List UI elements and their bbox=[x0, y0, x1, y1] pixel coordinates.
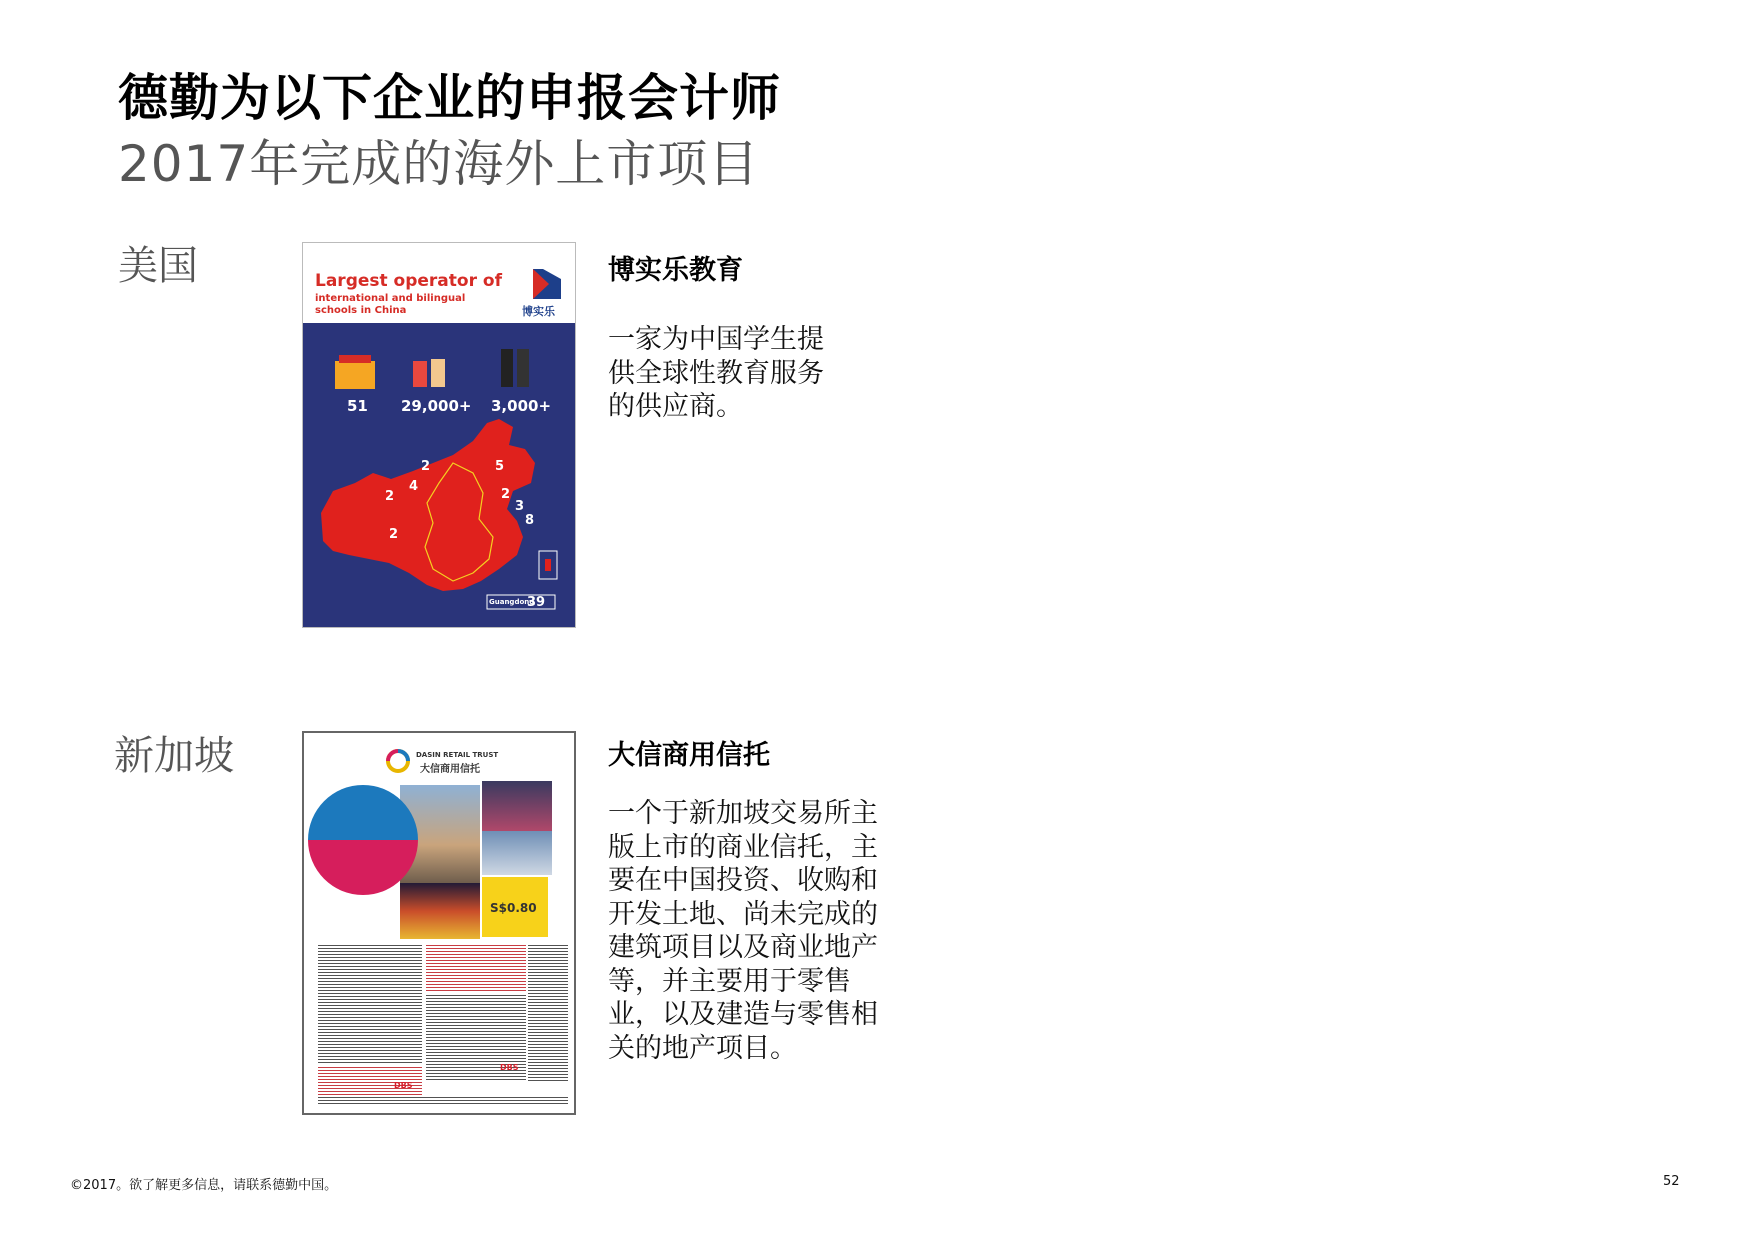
dasin-logo-icon bbox=[386, 749, 410, 773]
map-number: 2 bbox=[501, 487, 511, 502]
prospectus-highlight-block bbox=[426, 945, 526, 993]
prospectus-text-block bbox=[318, 945, 422, 1065]
map-number: 5 bbox=[495, 459, 505, 474]
map-number: 2 bbox=[421, 459, 431, 474]
map-number: 4 bbox=[409, 479, 419, 494]
mall-photo bbox=[482, 781, 552, 831]
company-description-bright-scholar bbox=[608, 323, 824, 424]
page-title: 德勤为以下企业的申报会计师 bbox=[118, 69, 781, 127]
page-subtitle: 2017年完成的海外上市项目 bbox=[118, 135, 760, 193]
description-line: 等，并主要用于零售 bbox=[608, 965, 851, 997]
stat-teachers: 3,000+ bbox=[491, 397, 552, 415]
description-line: 建筑项目以及商业地产 bbox=[608, 932, 878, 963]
company-name-bright-scholar: 博实乐教育 bbox=[608, 255, 743, 286]
bank-logo: DBS bbox=[500, 1063, 519, 1072]
poster-logo-text: DASIN RETAIL TRUST bbox=[416, 751, 499, 759]
description-line: 的供应商。 bbox=[608, 391, 743, 422]
prospectus-footnote bbox=[318, 1097, 568, 1105]
stat-students: 29,000+ bbox=[401, 397, 472, 415]
map-number: 39 bbox=[527, 595, 546, 610]
company-description-dasin bbox=[608, 797, 878, 1065]
mall-photo bbox=[482, 831, 552, 875]
description-line: 版上市的商业信托，主 bbox=[608, 831, 878, 863]
stat-schools: 51 bbox=[347, 397, 368, 415]
bank-logo: DBS bbox=[394, 1081, 413, 1090]
china-map-graphic bbox=[303, 323, 575, 628]
description-line: 一个于新加坡交易所主 bbox=[608, 798, 878, 829]
map-region-label: Guangdong bbox=[489, 598, 535, 606]
logo-text: 博实乐 bbox=[522, 305, 555, 318]
company-poster-dasin bbox=[302, 731, 576, 1115]
offering-price: S$0.80 bbox=[490, 901, 537, 915]
description-line: 供全球性教育服务 bbox=[608, 357, 824, 389]
poster-header bbox=[303, 243, 575, 321]
company-poster-bright-scholar bbox=[302, 242, 576, 628]
region-label-us: 美国 bbox=[118, 243, 198, 289]
footer-copyright: ©2017。欲了解更多信息，请联系德勤中国。 bbox=[70, 1178, 338, 1193]
poster-body bbox=[303, 323, 575, 628]
description-line: 业，以及建造与零售相 bbox=[608, 999, 878, 1030]
description-line: 一家为中国学生提 bbox=[608, 324, 824, 355]
map-number: 2 bbox=[385, 489, 395, 504]
highlight-circle bbox=[308, 785, 418, 895]
poster-logo-cn: 大信商用信托 bbox=[420, 764, 480, 775]
map-number: 8 bbox=[525, 513, 535, 528]
map-number: 2 bbox=[389, 527, 399, 542]
prospectus-text-block bbox=[528, 945, 568, 1081]
description-line: 关的地产项目。 bbox=[608, 1032, 797, 1064]
region-label-singapore: 新加坡 bbox=[114, 733, 234, 779]
description-line: 要在中国投资、收购和 bbox=[608, 865, 878, 896]
map-number: 3 bbox=[515, 499, 525, 514]
poster-title: Largest operator of bbox=[315, 271, 502, 291]
page-number: 52 bbox=[1663, 1174, 1680, 1189]
poster-subtitle: international and bilingual schools in China bbox=[315, 293, 466, 316]
company-name-dasin: 大信商用信托 bbox=[608, 740, 770, 771]
description-line: 开发土地、尚未完成的 bbox=[608, 898, 878, 930]
